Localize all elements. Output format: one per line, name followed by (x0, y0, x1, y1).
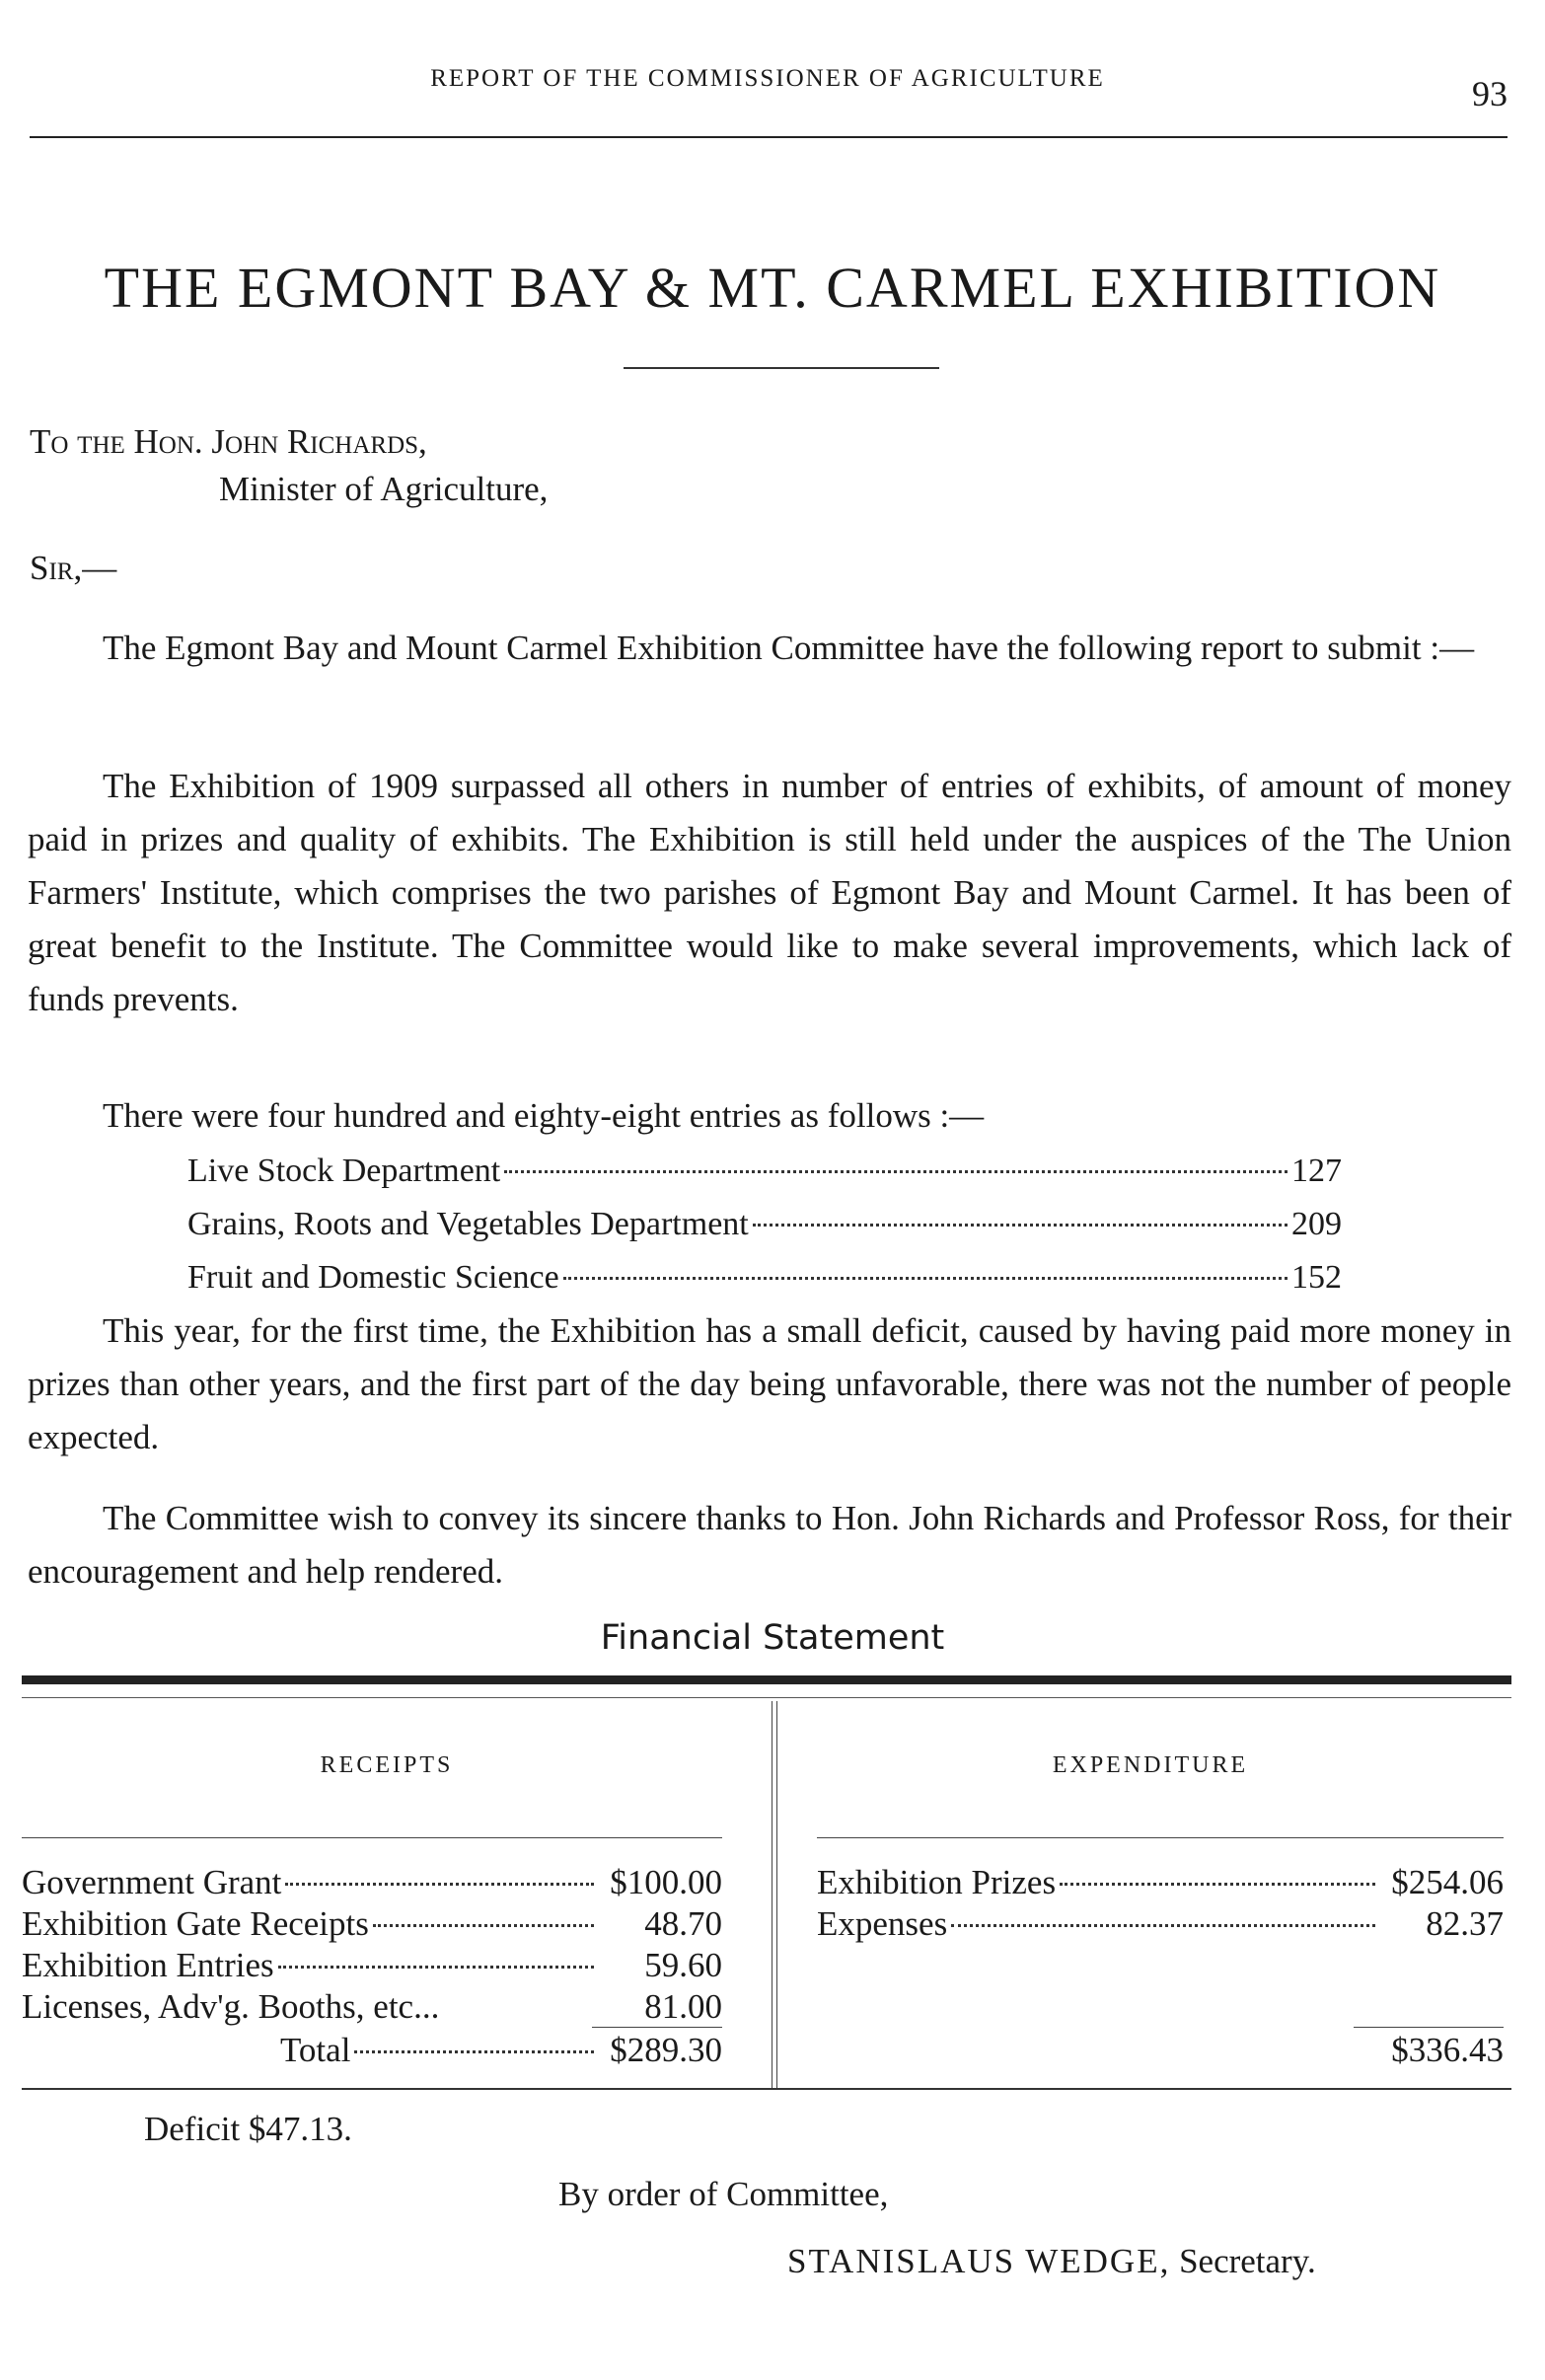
expenditure-header: EXPENDITURE (1052, 1752, 1249, 1778)
column-divider (772, 1701, 777, 2088)
financial-statement-heading: Financial Statement (600, 1618, 945, 1658)
total-label: Total (280, 2031, 351, 2069)
header-divider (30, 136, 1508, 138)
running-head-title: REPORT OF THE COMMISSIONER OF AGRICULTURE (430, 65, 1105, 92)
salutation: Sir,— (30, 549, 117, 587)
table-row (22, 2031, 722, 2072)
receipts-header: RECEIPTS (320, 1752, 454, 1778)
addressee-name: To the Hon. John Richards, (30, 422, 427, 461)
entry-row (187, 1153, 1342, 1206)
intro-paragraph: The Egmont Bay and Mount Carmel Exhibition Committee have the following report to submit :— (103, 629, 1475, 667)
receipt-label: Government Grant (22, 1863, 282, 1901)
table-row (817, 1863, 1504, 1904)
deficit-line: Deficit $47.13. (144, 2110, 352, 2148)
entries-intro-paragraph: There were four hundred and eighty-eight entries as follows :— (103, 1096, 985, 1135)
receipt-label: Licenses, Adv'g. Booths, etc... (22, 1987, 440, 2026)
receipt-amount: $100.00 (610, 1863, 722, 1901)
entry-row (187, 1206, 1342, 1259)
entry-label: Fruit and Domestic Science (187, 1259, 559, 1296)
entry-label: Live Stock Department (187, 1153, 501, 1189)
secretary-role: Secretary. (1179, 2242, 1316, 2280)
dot-leader (563, 1277, 1288, 1280)
receipts-total: $289.30 (610, 2031, 722, 2069)
expenditure-sum-rule (1354, 2027, 1504, 2028)
entry-count: 127 (1291, 1153, 1342, 1189)
entry-count: 209 (1291, 1206, 1342, 1242)
dot-leader (354, 2050, 594, 2053)
receipts-header-rule (22, 1837, 722, 1838)
dot-leader (951, 1924, 1375, 1927)
entry-count: 152 (1291, 1259, 1342, 1296)
receipt-amount: 81.00 (644, 1987, 722, 2026)
addressee-title: Minister of Agriculture, (219, 470, 549, 508)
table-row (22, 1987, 722, 2029)
expenditure-total: $336.43 (1391, 2031, 1504, 2069)
table-top-rule (22, 1675, 1511, 1684)
expenditure-label: Expenses (817, 1904, 948, 1943)
dot-leader (373, 1924, 594, 1927)
dot-leader (753, 1224, 1288, 1227)
expenditure-amount: $254.06 (1391, 1863, 1504, 1901)
body-paragraph: The Exhibition of 1909 surpassed all others in number of entries of exhibits, of amount of money paid in prizes and quality of exhibits. The Exhibition is still held under the auspices of the The Union Farmers' Institute, which comprises the two parishes of Egmont Bay and Mount Carmel. It has been of great benefit to the Institute. The Committee would like to make several improvements, which lack of funds prevents. (28, 767, 1511, 1018)
page-number: 93 (1472, 74, 1508, 113)
receipts-ledger (22, 1863, 722, 2029)
table-row (22, 1946, 722, 1987)
entries-list (187, 1153, 1342, 1312)
receipts-sum-rule (592, 2027, 722, 2028)
expenditure-label: Exhibition Prizes (817, 1863, 1057, 1901)
deficit-paragraph: This year, for the first time, the Exhibition has a small deficit, caused by having paid more money in prizes than other years, and the first part of the day being unfavorable, there was not the number of people expected. (28, 1311, 1511, 1456)
page-title: THE EGMONT BAY & MT. CARMEL EXHIBITION (104, 256, 1441, 320)
dot-leader (285, 1883, 594, 1886)
signature (787, 2242, 1316, 2281)
table-row (22, 1863, 722, 1904)
expenditure-amount: 82.37 (1426, 1904, 1504, 1943)
title-divider (624, 367, 939, 369)
expenditure-ledger (817, 1863, 1504, 1946)
table-top-thin-rule (22, 1697, 1511, 1698)
entry-label: Grains, Roots and Vegetables Department (187, 1206, 749, 1242)
expenditure-header-rule (817, 1837, 1504, 1838)
table-bottom-rule (22, 2088, 1511, 2090)
table-row (22, 1904, 722, 1946)
receipt-label: Exhibition Entries (22, 1946, 274, 1984)
dot-leader (504, 1170, 1288, 1173)
thanks-paragraph: The Committee wish to convey its sincere thanks to Hon. John Richards and Professor Ross, for their encouragement and help rendered. (28, 1499, 1511, 1591)
receipts-total-row (22, 2031, 722, 2072)
table-row (817, 1904, 1504, 1946)
secretary-name: STANISLAUS WEDGE, (787, 2242, 1171, 2280)
dot-leader (278, 1966, 594, 1969)
running-head (28, 65, 1508, 114)
dot-leader (1060, 1883, 1375, 1886)
receipt-amount: 59.60 (644, 1946, 722, 1984)
signoff-line: By order of Committee, (558, 2175, 889, 2213)
receipt-label: Exhibition Gate Receipts (22, 1904, 369, 1943)
receipt-amount: 48.70 (644, 1904, 722, 1943)
